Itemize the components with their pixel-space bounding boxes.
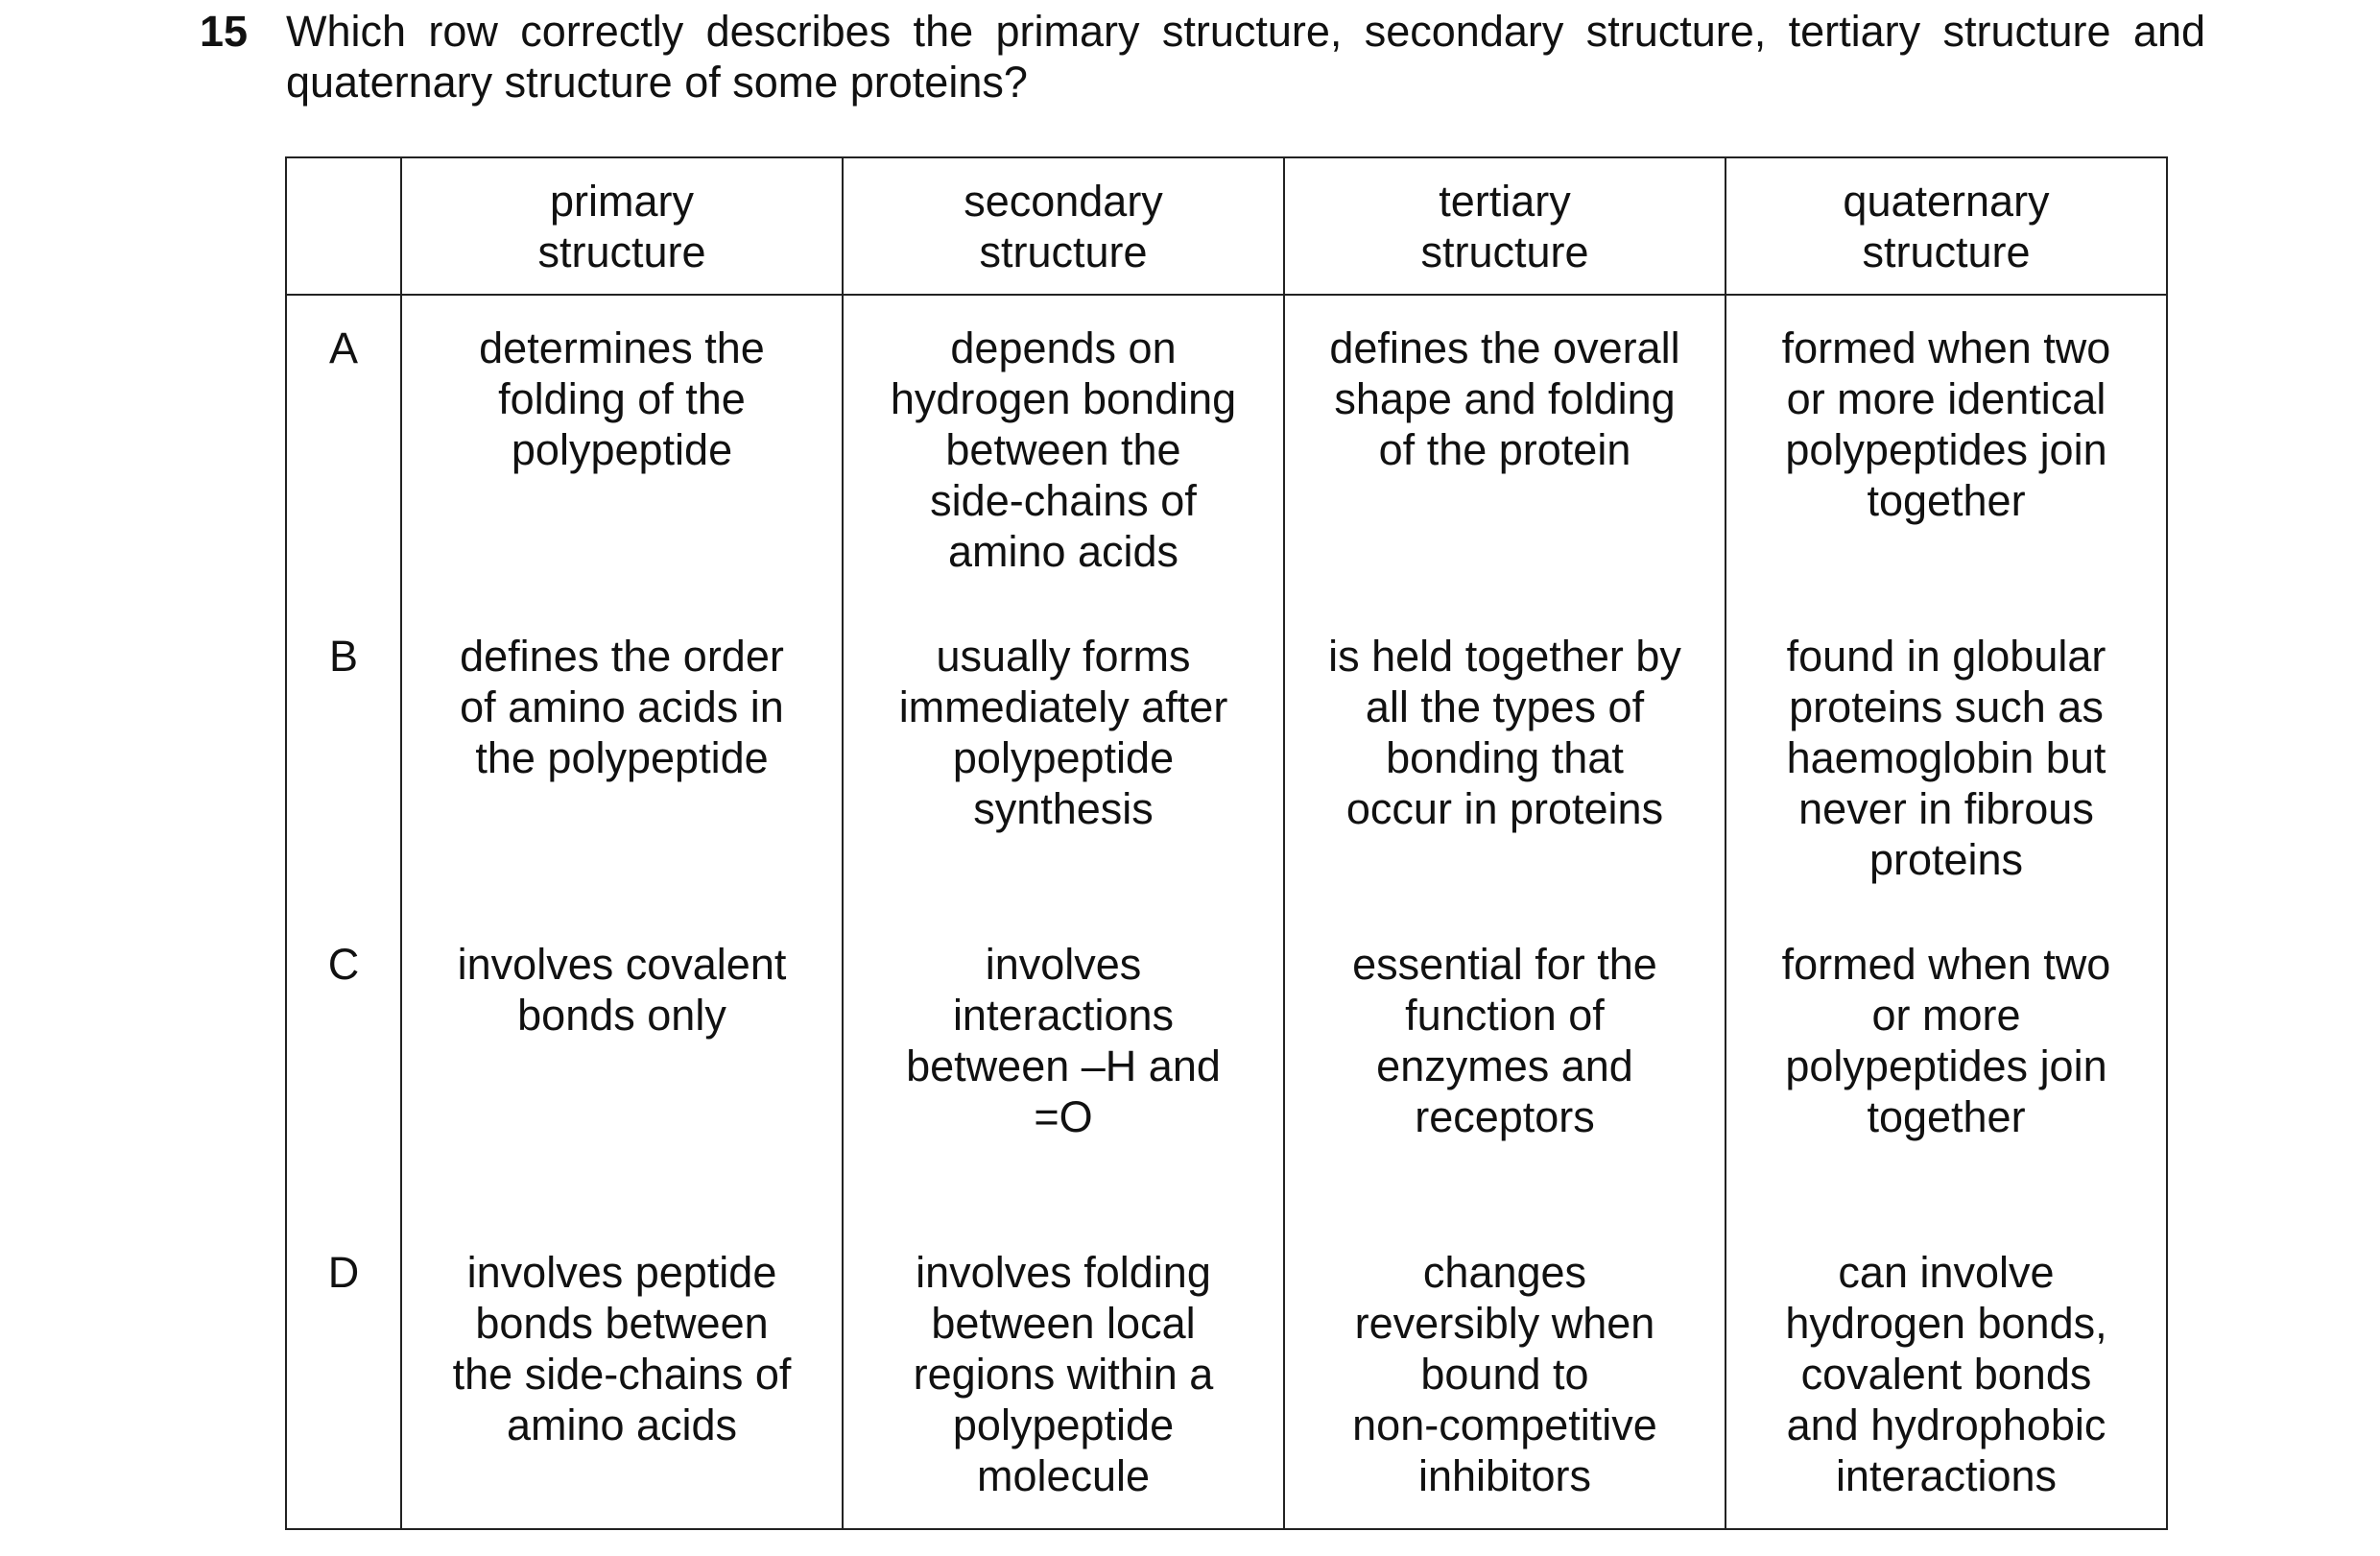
row-letter: B xyxy=(286,604,401,912)
header-primary-structure xyxy=(401,157,843,295)
cell-text: formed when two or more identical polypeptides join together xyxy=(1781,323,2111,525)
table-cell xyxy=(401,295,843,604)
cell-text: defines the order of amino acids in the polypeptide xyxy=(460,632,784,782)
table-row-d xyxy=(286,1220,2167,1529)
cell-text: involves interactions between –H and =O xyxy=(906,940,1221,1141)
table-cell xyxy=(1726,912,2167,1220)
table-cell xyxy=(1284,1220,1726,1529)
question-text: Which row correctly describes the primary structure, secondary structure, tertiary structure and quaternary structure of some proteins? xyxy=(286,7,2205,107)
header-label: tertiary structure xyxy=(1420,176,1589,276)
table-cell xyxy=(401,604,843,912)
cell-text: involves peptide bonds between the side-chains of amino acids xyxy=(452,1248,792,1449)
header-quaternary-structure xyxy=(1726,157,2167,295)
table-cell xyxy=(1284,295,1726,604)
table-row-c xyxy=(286,912,2167,1220)
cell-text: involves covalent bonds only xyxy=(457,940,787,1040)
cell-text: found in globular proteins such as haemoglobin but never in fibrous proteins xyxy=(1786,632,2106,884)
cell-text: determines the folding of the polypeptide xyxy=(479,323,765,474)
table-header-row xyxy=(286,157,2167,295)
table-cell xyxy=(1726,604,2167,912)
table-cell xyxy=(401,912,843,1220)
cell-text: depends on hydrogen bonding between the side-chains of amino acids xyxy=(890,323,1237,576)
table-cell xyxy=(1726,1220,2167,1529)
table-cell xyxy=(1726,295,2167,604)
header-secondary-structure xyxy=(843,157,1284,295)
cell-text: is held together by all the types of bonding that occur in proteins xyxy=(1328,632,1681,833)
table-cell xyxy=(843,295,1284,604)
header-label: secondary structure xyxy=(964,176,1163,276)
table-row-a xyxy=(286,295,2167,604)
table-cell xyxy=(1284,912,1726,1220)
table-cell xyxy=(1284,604,1726,912)
table-cell xyxy=(843,1220,1284,1529)
cell-text: essential for the function of enzymes and receptors xyxy=(1352,940,1657,1141)
header-label: quaternary structure xyxy=(1843,176,2050,276)
cell-text: defines the overall shape and folding of the protein xyxy=(1329,323,1680,474)
cell-text: can involve hydrogen bonds, covalent bonds and hydrophobic interactions xyxy=(1785,1248,2107,1500)
cell-text: changes reversibly when bound to non-competitive inhibitors xyxy=(1352,1248,1657,1500)
row-letter: A xyxy=(286,295,401,604)
answer-table xyxy=(285,156,2168,1530)
table-cell xyxy=(843,912,1284,1220)
table-cell xyxy=(843,604,1284,912)
row-letter: C xyxy=(286,912,401,1220)
header-tertiary-structure xyxy=(1284,157,1726,295)
header-label: primary structure xyxy=(537,176,706,276)
table-row-b xyxy=(286,604,2167,912)
header-empty-cell xyxy=(286,157,401,295)
cell-text: formed when two or more polypeptides join together xyxy=(1781,940,2111,1141)
table-cell xyxy=(401,1220,843,1529)
row-letter: D xyxy=(286,1220,401,1529)
question-number: 15 xyxy=(200,7,249,56)
cell-text: usually forms immediately after polypeptide synthesis xyxy=(898,632,1228,833)
cell-text: involves folding between local regions within a polypeptide molecule xyxy=(913,1248,1214,1500)
